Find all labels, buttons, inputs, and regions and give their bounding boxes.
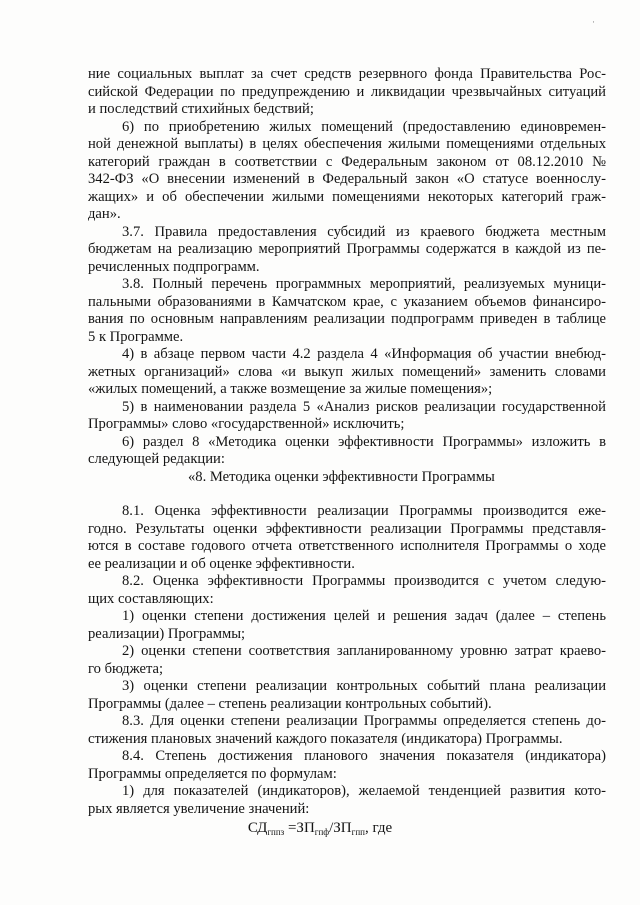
text-line: сийской Федерации по предупреждению и ликвидации чрезвычайных ситуаций — [88, 83, 606, 100]
text-line: 4) в абзаце первом части 4.2 раздела 4 «Информация об участии внебюд- — [122, 346, 606, 362]
formula-lhs-subscript: гппз — [267, 827, 285, 837]
text-line: ее реализации и об оценке эффективности. — [88, 555, 355, 572]
text-line: жетных организаций» слова «и выкуп жилых помещений» заменить словами — [88, 363, 606, 380]
formula-numerator-subscript: гпф — [314, 827, 330, 837]
text-line: Программы (далее – степень реализации контрольных событий). — [88, 695, 492, 712]
text-line: бюджетам на реализацию мероприятий Программы содержатся в каждой из пе- — [88, 241, 606, 257]
text-line: щих составляющих: — [88, 590, 214, 607]
text-line: 8.1. Оценка эффективности реализации Программы производится еже- — [122, 503, 606, 519]
text-line: 1) для показателей (индикаторов), желаемой тенденцией развития кото- — [122, 783, 606, 799]
text-line: дан». — [88, 206, 121, 222]
text-line: жащих» и об обеспечении жилыми помещениями некоторых категорий граж- — [88, 188, 606, 205]
text-line: 1) оценки степени достижения целей и решения задач (далее – степень — [122, 608, 606, 624]
text-line: стижения плановых значений каждого показателя (индикатора) Программы. — [88, 730, 563, 747]
text-line: 8.2. Оценка эффективности Программы производится с учетом следую- — [122, 573, 606, 589]
text-line: 8.4. Степень достижения планового значения показателя (индикатора) — [122, 748, 606, 764]
text-line: 342-ФЗ «О внесении изменений в Федеральный закон «О статусе военнослу- — [88, 171, 606, 187]
section-title: «8. Методика оценки эффективности Программы — [188, 468, 495, 485]
text-line: 3) оценки степени реализации контрольных событий плана реализации — [122, 678, 606, 694]
text-line: Программы определяется по формулам: — [88, 765, 337, 782]
text-line: категорий граждан в соответствии с Федеральным законом от 08.12.2010 № — [88, 153, 606, 170]
text-line: и последствий стихийных бедствий; — [88, 101, 314, 117]
text-line: речисленных подпрограмм. — [88, 258, 260, 275]
text-line: 5) в наименовании раздела 5 «Анализ рисков реализации государственной — [122, 398, 606, 415]
text-line: го бюджета; — [88, 660, 164, 677]
text-line: вания по основным направлениям реализации подпрограмм приведен в таблице — [88, 311, 606, 327]
text-line: 3.8. Полный перечень программных мероприятий, реализуемых муници- — [122, 276, 606, 292]
text-line: 5 к Программе. — [88, 328, 184, 345]
formula-slash: /ЗП — [329, 820, 352, 836]
text-line: 6) раздел 8 «Методика оценки эффективности Программы» изложить в — [122, 433, 606, 450]
text-line: 6) по приобретению жилых помещений (предоставлению единовремен- — [122, 118, 606, 135]
formula — [0, 818, 640, 842]
text-line: 8.3. Для оценки степени реализации Программы определяется степень до- — [122, 713, 606, 729]
text-line: ной денежной выплаты) в целях обеспечения жилыми помещениями отдельных — [88, 136, 606, 152]
text-line: ются в составе годового отчета ответственного исполнителя Программы о ходе — [88, 538, 606, 554]
text-line: «жилых помещений, а также возмещение за жилые помещения»; — [88, 381, 493, 397]
formula-denominator-subscript: гпп — [351, 827, 365, 837]
formula-equals: =ЗП — [284, 820, 315, 836]
text-line: Программы» слово «государственной» исключить; — [88, 416, 405, 432]
text-line: рых является увеличение значений: — [88, 800, 310, 817]
text-line: годно. Результаты оценки эффективности реализации Программы представля- — [88, 520, 606, 537]
formula-lhs: СД — [247, 820, 268, 836]
text-line: следующей редакции: — [88, 451, 225, 467]
formula-tail: , где — [364, 820, 393, 836]
text-line: 3.7. Правила предоставления субсидий из краевого бюджета местным — [122, 223, 606, 240]
text-line: 2) оценки степени соответствия запланированному уровню затрат краево- — [122, 643, 606, 659]
text-line: пальными образованиями в Камчатском крае, с указанием объемов финансиро- — [88, 293, 606, 310]
text-line: реализации) Программы; — [88, 625, 246, 642]
text-line: ние социальных выплат за счет средств резервного фонда Правительства Рос- — [88, 66, 606, 82]
scan-speck: · — [592, 17, 595, 27]
